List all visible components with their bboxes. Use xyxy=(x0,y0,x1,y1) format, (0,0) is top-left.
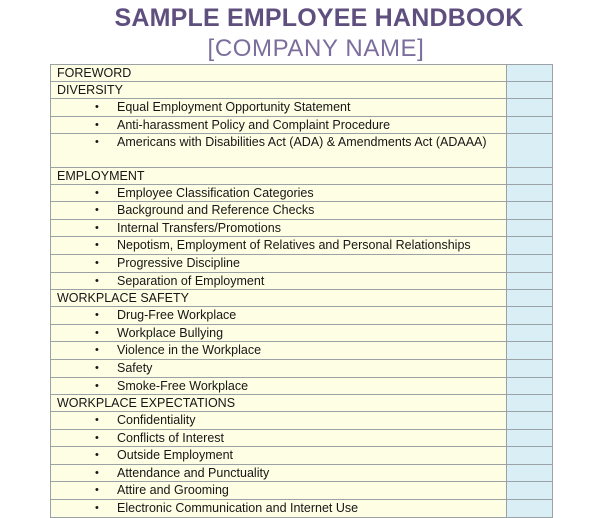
toc-item-cell xyxy=(51,272,507,290)
toc-item-text: Conflicts of Interest xyxy=(117,430,224,445)
toc-item-row xyxy=(51,134,553,167)
toc-item-cell xyxy=(51,500,507,518)
bullet-icon: • xyxy=(95,414,99,427)
toc-item xyxy=(51,237,506,254)
company-name-placeholder: [COMPANY NAME] xyxy=(207,35,425,62)
toc-item-cell xyxy=(51,134,507,167)
toc-item-row xyxy=(51,482,553,500)
toc-item xyxy=(51,220,506,237)
page-number-cell xyxy=(507,134,553,167)
toc-section-heading: EMPLOYMENT xyxy=(57,168,145,183)
toc-item xyxy=(51,360,506,377)
bullet-icon: • xyxy=(95,326,99,339)
page-number-cell xyxy=(507,482,553,500)
page-number-cell xyxy=(507,99,553,117)
toc-item xyxy=(51,255,506,272)
page-number-cell xyxy=(507,202,553,220)
toc-item xyxy=(51,378,506,395)
document-title: SAMPLE EMPLOYEE HANDBOOK xyxy=(114,4,524,32)
toc-item xyxy=(51,307,506,324)
toc-item-cell xyxy=(51,412,507,430)
toc-item-text: Safety xyxy=(117,360,153,375)
toc-item-row xyxy=(51,116,553,134)
bullet-icon: • xyxy=(95,239,99,252)
toc-body xyxy=(51,65,553,518)
toc-section-row xyxy=(51,65,553,82)
bullet-icon: • xyxy=(95,256,99,269)
toc-item-row xyxy=(51,237,553,255)
page-number-cell xyxy=(507,254,553,272)
table-of-contents xyxy=(50,64,553,518)
toc-item-row xyxy=(51,412,553,430)
toc-item xyxy=(51,325,506,342)
toc-item-cell xyxy=(51,464,507,482)
bullet-icon: • xyxy=(95,101,99,113)
bullet-icon: • xyxy=(95,118,99,131)
toc-item-text: Electronic Communication and Internet Use xyxy=(117,501,359,516)
toc-section-cell xyxy=(51,290,507,307)
bullet-icon: • xyxy=(95,204,99,217)
bullet-icon: • xyxy=(95,274,99,287)
toc-item-text: Drug-Free Workplace xyxy=(117,308,237,323)
toc-item-row xyxy=(51,377,553,395)
toc-item xyxy=(51,342,506,359)
bullet-icon: • xyxy=(95,502,99,515)
toc-item-cell xyxy=(51,429,507,447)
page-number-cell xyxy=(507,500,553,518)
page-number-cell xyxy=(507,82,553,99)
bullet-icon: • xyxy=(95,221,99,234)
toc-item-row xyxy=(51,272,553,290)
page-number-cell xyxy=(507,377,553,395)
toc-item-row xyxy=(51,429,553,447)
toc-item xyxy=(51,134,506,151)
bullet-icon: • xyxy=(95,484,99,497)
toc-item-text: Separation of Employment xyxy=(117,273,265,288)
toc-item xyxy=(51,202,506,219)
toc-item-cell xyxy=(51,202,507,220)
page-number-cell xyxy=(507,184,553,202)
bullet-icon: • xyxy=(95,136,99,149)
toc-item-text: Internal Transfers/Promotions xyxy=(117,220,281,235)
toc-item-text: Equal Employment Opportunity Statement xyxy=(117,100,351,114)
toc-item-row xyxy=(51,464,553,482)
page-number-cell xyxy=(507,412,553,430)
toc-item-text: Violence in the Workplace xyxy=(117,343,262,358)
toc-item-row xyxy=(51,342,553,360)
toc-item xyxy=(51,500,506,517)
page-number-cell xyxy=(507,272,553,290)
page-number-cell xyxy=(507,464,553,482)
toc-item-cell xyxy=(51,237,507,255)
toc-item-text: Americans with Disabilities Act (ADA) & Amendments Act (ADAAA) xyxy=(117,135,487,150)
toc-item-row xyxy=(51,324,553,342)
page-number-cell xyxy=(507,237,553,255)
toc-item-text: Workplace Bullying xyxy=(117,325,224,340)
toc-section-row xyxy=(51,82,553,99)
toc-item xyxy=(51,447,506,464)
toc-item-row xyxy=(51,447,553,465)
toc-item-cell xyxy=(51,254,507,272)
toc-item xyxy=(51,482,506,499)
toc-item-cell xyxy=(51,447,507,465)
toc-section-cell xyxy=(51,65,507,82)
bullet-icon: • xyxy=(95,344,99,357)
toc-section-row xyxy=(51,167,553,184)
toc-item-text: Attendance and Punctuality xyxy=(117,465,270,480)
toc-section-row xyxy=(51,290,553,307)
page-number-cell xyxy=(507,290,553,307)
toc-item-row xyxy=(51,202,553,220)
bullet-icon: • xyxy=(95,186,99,199)
toc-item-row xyxy=(51,184,553,202)
toc-item xyxy=(51,412,506,429)
page-number-cell xyxy=(507,307,553,325)
page-number-cell xyxy=(507,65,553,82)
toc-item-row xyxy=(51,359,553,377)
toc-item-cell xyxy=(51,184,507,202)
page-number-cell xyxy=(507,116,553,134)
bullet-icon: • xyxy=(95,466,99,479)
toc-item-text: Progressive Discipline xyxy=(117,255,240,270)
toc-item-row xyxy=(51,254,553,272)
bullet-icon: • xyxy=(95,431,99,444)
toc-item-text: Nepotism, Employment of Relatives and Personal Relationships xyxy=(117,238,471,253)
toc-item-cell xyxy=(51,342,507,360)
toc-item-cell xyxy=(51,482,507,500)
toc-item-cell xyxy=(51,324,507,342)
toc-item-text: Background and Reference Checks xyxy=(117,203,315,218)
toc-item-row xyxy=(51,99,553,117)
page-number-cell xyxy=(507,447,553,465)
page-number-cell xyxy=(507,395,553,412)
page-number-cell xyxy=(507,324,553,342)
toc-section-heading: WORKPLACE SAFETY xyxy=(57,291,189,306)
toc-item-text: Confidentiality xyxy=(117,413,196,428)
toc-item xyxy=(51,99,506,116)
toc-item-text: Anti-harassment Policy and Complaint Procedure xyxy=(117,117,391,132)
toc-section-row xyxy=(51,395,553,412)
toc-item-cell xyxy=(51,359,507,377)
toc-item xyxy=(51,465,506,482)
toc-item xyxy=(51,430,506,447)
bullet-icon: • xyxy=(95,449,99,462)
bullet-icon: • xyxy=(95,361,99,374)
page-number-cell xyxy=(507,359,553,377)
toc-item-cell xyxy=(51,219,507,237)
toc-section-cell xyxy=(51,395,507,412)
toc-section-heading: DIVERSITY xyxy=(57,83,123,97)
toc-item xyxy=(51,185,506,202)
page-number-cell xyxy=(507,342,553,360)
toc-section-cell xyxy=(51,82,507,99)
toc-item-cell xyxy=(51,116,507,134)
toc-item xyxy=(51,117,506,134)
toc-item xyxy=(51,273,506,290)
toc-item-row xyxy=(51,307,553,325)
toc-item-cell xyxy=(51,99,507,117)
page-number-cell xyxy=(507,219,553,237)
toc-item-row xyxy=(51,219,553,237)
toc-item-cell xyxy=(51,377,507,395)
toc-item-cell xyxy=(51,307,507,325)
toc-item-text: Outside Employment xyxy=(117,448,234,463)
toc-item-text: Attire and Grooming xyxy=(117,483,229,498)
toc-item-text: Smoke-Free Workplace xyxy=(117,378,249,393)
toc-item-text: Employee Classification Categories xyxy=(117,185,314,200)
page-number-cell xyxy=(507,429,553,447)
bullet-icon: • xyxy=(95,309,99,322)
toc-section-heading: WORKPLACE EXPECTATIONS xyxy=(57,396,236,411)
page-number-cell xyxy=(507,167,553,184)
bullet-icon: • xyxy=(95,379,99,392)
toc-section-cell xyxy=(51,167,507,184)
toc-item-row xyxy=(51,500,553,518)
toc-section-heading: FOREWORD xyxy=(57,66,132,80)
